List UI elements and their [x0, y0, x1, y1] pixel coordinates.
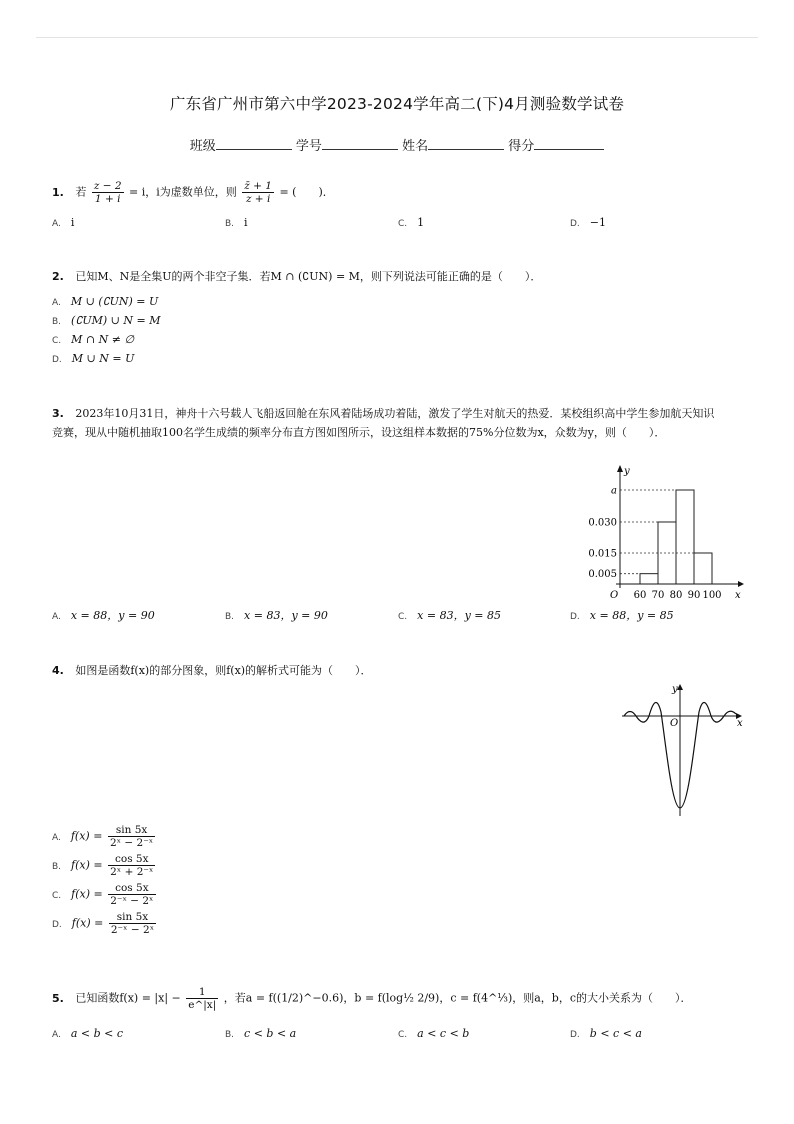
- histogram-bar: [640, 574, 658, 584]
- option-b[interactable]: B. (∁UM) ∪ N = M: [52, 314, 161, 327]
- y-axis-label: y: [672, 684, 678, 695]
- x-axis-label: x: [735, 590, 741, 601]
- question-1: [52, 180, 334, 205]
- fraction: $\frac{\sin 5x}{\text{2ˣ − 2⁻ˣ}}$: [109, 824, 154, 849]
- option-a[interactable]: A. a < b < c: [52, 1027, 124, 1040]
- question-text: 若: [75, 185, 87, 199]
- question-5: [52, 986, 692, 1011]
- x-tick-label: 80: [669, 590, 683, 601]
- score-blank[interactable]: [534, 135, 604, 150]
- y-tick-label: 0.005: [588, 569, 617, 581]
- option-a[interactable]: A. M ∪ (∁UN) = U: [52, 295, 159, 308]
- option-a[interactable]: A. i: [52, 216, 75, 229]
- option-d[interactable]: D. f(x) = $\frac{\sin 5x}{\text{2⁻ˣ − 2ˣ}}$: [52, 911, 155, 936]
- fraction: $\frac{z̄ + 1}{z + i}$: [244, 180, 272, 205]
- x-tick-label: 100: [702, 590, 722, 601]
- histogram-bar: [676, 490, 694, 584]
- option-c[interactable]: C. a < c < b: [398, 1027, 470, 1040]
- header-rule: [36, 37, 758, 38]
- question-number: 4.: [52, 664, 64, 677]
- question-number: 2.: [52, 270, 64, 283]
- option-c[interactable]: C. M ∩ N ≠ ∅: [52, 333, 135, 346]
- question-2: [52, 268, 541, 286]
- y-tick-label: a: [611, 485, 617, 497]
- question-number: 3.: [52, 407, 64, 420]
- id-blank[interactable]: [322, 135, 398, 150]
- question-text: 如图是函数f(x)的部分图象，则f(x)的解析式可能为（ ）．: [75, 664, 372, 677]
- origin-label: O: [670, 718, 679, 729]
- x-axis-label: x: [737, 718, 743, 729]
- y-axis-arrow: [617, 465, 623, 472]
- question-text: 已知M、N是全集U的两个非空子集．若M ∩ (∁UN) = M，则下列说法可能正确的是（ ）．: [75, 270, 542, 283]
- option-d[interactable]: D. x = 88，y = 85: [570, 609, 674, 622]
- student-info-line: [0, 135, 794, 154]
- question-text: 已知函数f(x) = |x| −: [75, 991, 181, 1005]
- fraction: $\frac{z - 2}{1 + i}$: [93, 180, 122, 205]
- option-d[interactable]: D. b < c < a: [570, 1027, 642, 1040]
- score-label: 得分: [508, 139, 535, 154]
- option-c[interactable]: C. f(x) = $\frac{\cos 5x}{\text{2⁻ˣ − 2ˣ}}$: [52, 882, 154, 907]
- question-text: ，若a = f((1/2)^−0.6)，b = f(log½ 2/9)，c = f(4^⅓)，则a，b，c的大小关系为（ ）．: [223, 991, 692, 1005]
- question-text: = i，i为虚数单位，则: [129, 185, 237, 199]
- question-4: [52, 662, 372, 680]
- question-number: 1.: [52, 185, 64, 199]
- fraction: $\frac{\cos 5x}{\text{2ˣ + 2⁻ˣ}}$: [110, 853, 154, 878]
- fraction: $\frac{\cos 5x}{\text{2⁻ˣ − 2ˣ}}$: [110, 882, 154, 907]
- fraction: $\frac{\sin 5x}{\text{2⁻ˣ − 2ˣ}}$: [110, 911, 155, 936]
- option-a[interactable]: A. f(x) = $\frac{\sin 5x}{\text{2ˣ − 2⁻ˣ}}$: [52, 824, 154, 849]
- option-b[interactable]: B. x = 83，y = 90: [225, 609, 328, 622]
- name-blank[interactable]: [428, 135, 504, 150]
- class-blank[interactable]: [216, 135, 292, 150]
- option-c[interactable]: C. 1: [398, 216, 425, 229]
- option-c[interactable]: C. x = 83，y = 85: [398, 609, 501, 622]
- question-3: [52, 404, 722, 442]
- function-graph: [620, 680, 750, 820]
- id-label: 学号: [295, 139, 322, 154]
- y-tick-label: 0.030: [588, 517, 617, 529]
- question-number: 5.: [52, 991, 64, 1005]
- option-b[interactable]: B. i: [225, 216, 248, 229]
- x-tick-label: 70: [651, 590, 665, 601]
- y-axis-arrow: [677, 684, 683, 690]
- y-axis-label: y: [624, 466, 630, 477]
- origin-label: O: [610, 590, 619, 601]
- option-d[interactable]: D. M ∪ N = U: [52, 352, 135, 365]
- option-a[interactable]: A. x = 88，y = 90: [52, 609, 155, 622]
- y-tick-label: 0.015: [588, 548, 617, 560]
- fraction: $\frac{1}{e\^{}|x|}$: [188, 986, 217, 1011]
- x-tick-label: 90: [687, 590, 701, 601]
- option-b[interactable]: B. c < b < a: [225, 1027, 297, 1040]
- option-b[interactable]: B. f(x) = $\frac{\cos 5x}{\text{2ˣ + 2⁻ˣ}}$: [52, 853, 154, 878]
- question-text: = ( )．: [279, 185, 334, 199]
- class-label: 班级: [189, 139, 216, 154]
- page-title: 广东省广州市第六中学2023-2024学年高二(下)4月测验数学试卷: [169, 95, 625, 113]
- histogram-bar: [694, 553, 712, 584]
- option-d[interactable]: D. −1: [570, 216, 607, 229]
- question-text: 2023年10月31日，神舟十六号载人飞船返回舱在东风着陆场成功着陆，激发了学生对航天的热爱．某校组织高中学生参加航天知识竞赛，现从中随机抽取100名学生成绩的频率分布直方图如图所示，设这组样本数据的75%分位数为x，众数为y，则（ ）．: [52, 407, 715, 439]
- frequency-histogram: [580, 462, 750, 604]
- name-label: 姓名: [402, 139, 429, 154]
- x-axis-arrow: [738, 581, 744, 587]
- x-tick-label: 60: [633, 590, 647, 601]
